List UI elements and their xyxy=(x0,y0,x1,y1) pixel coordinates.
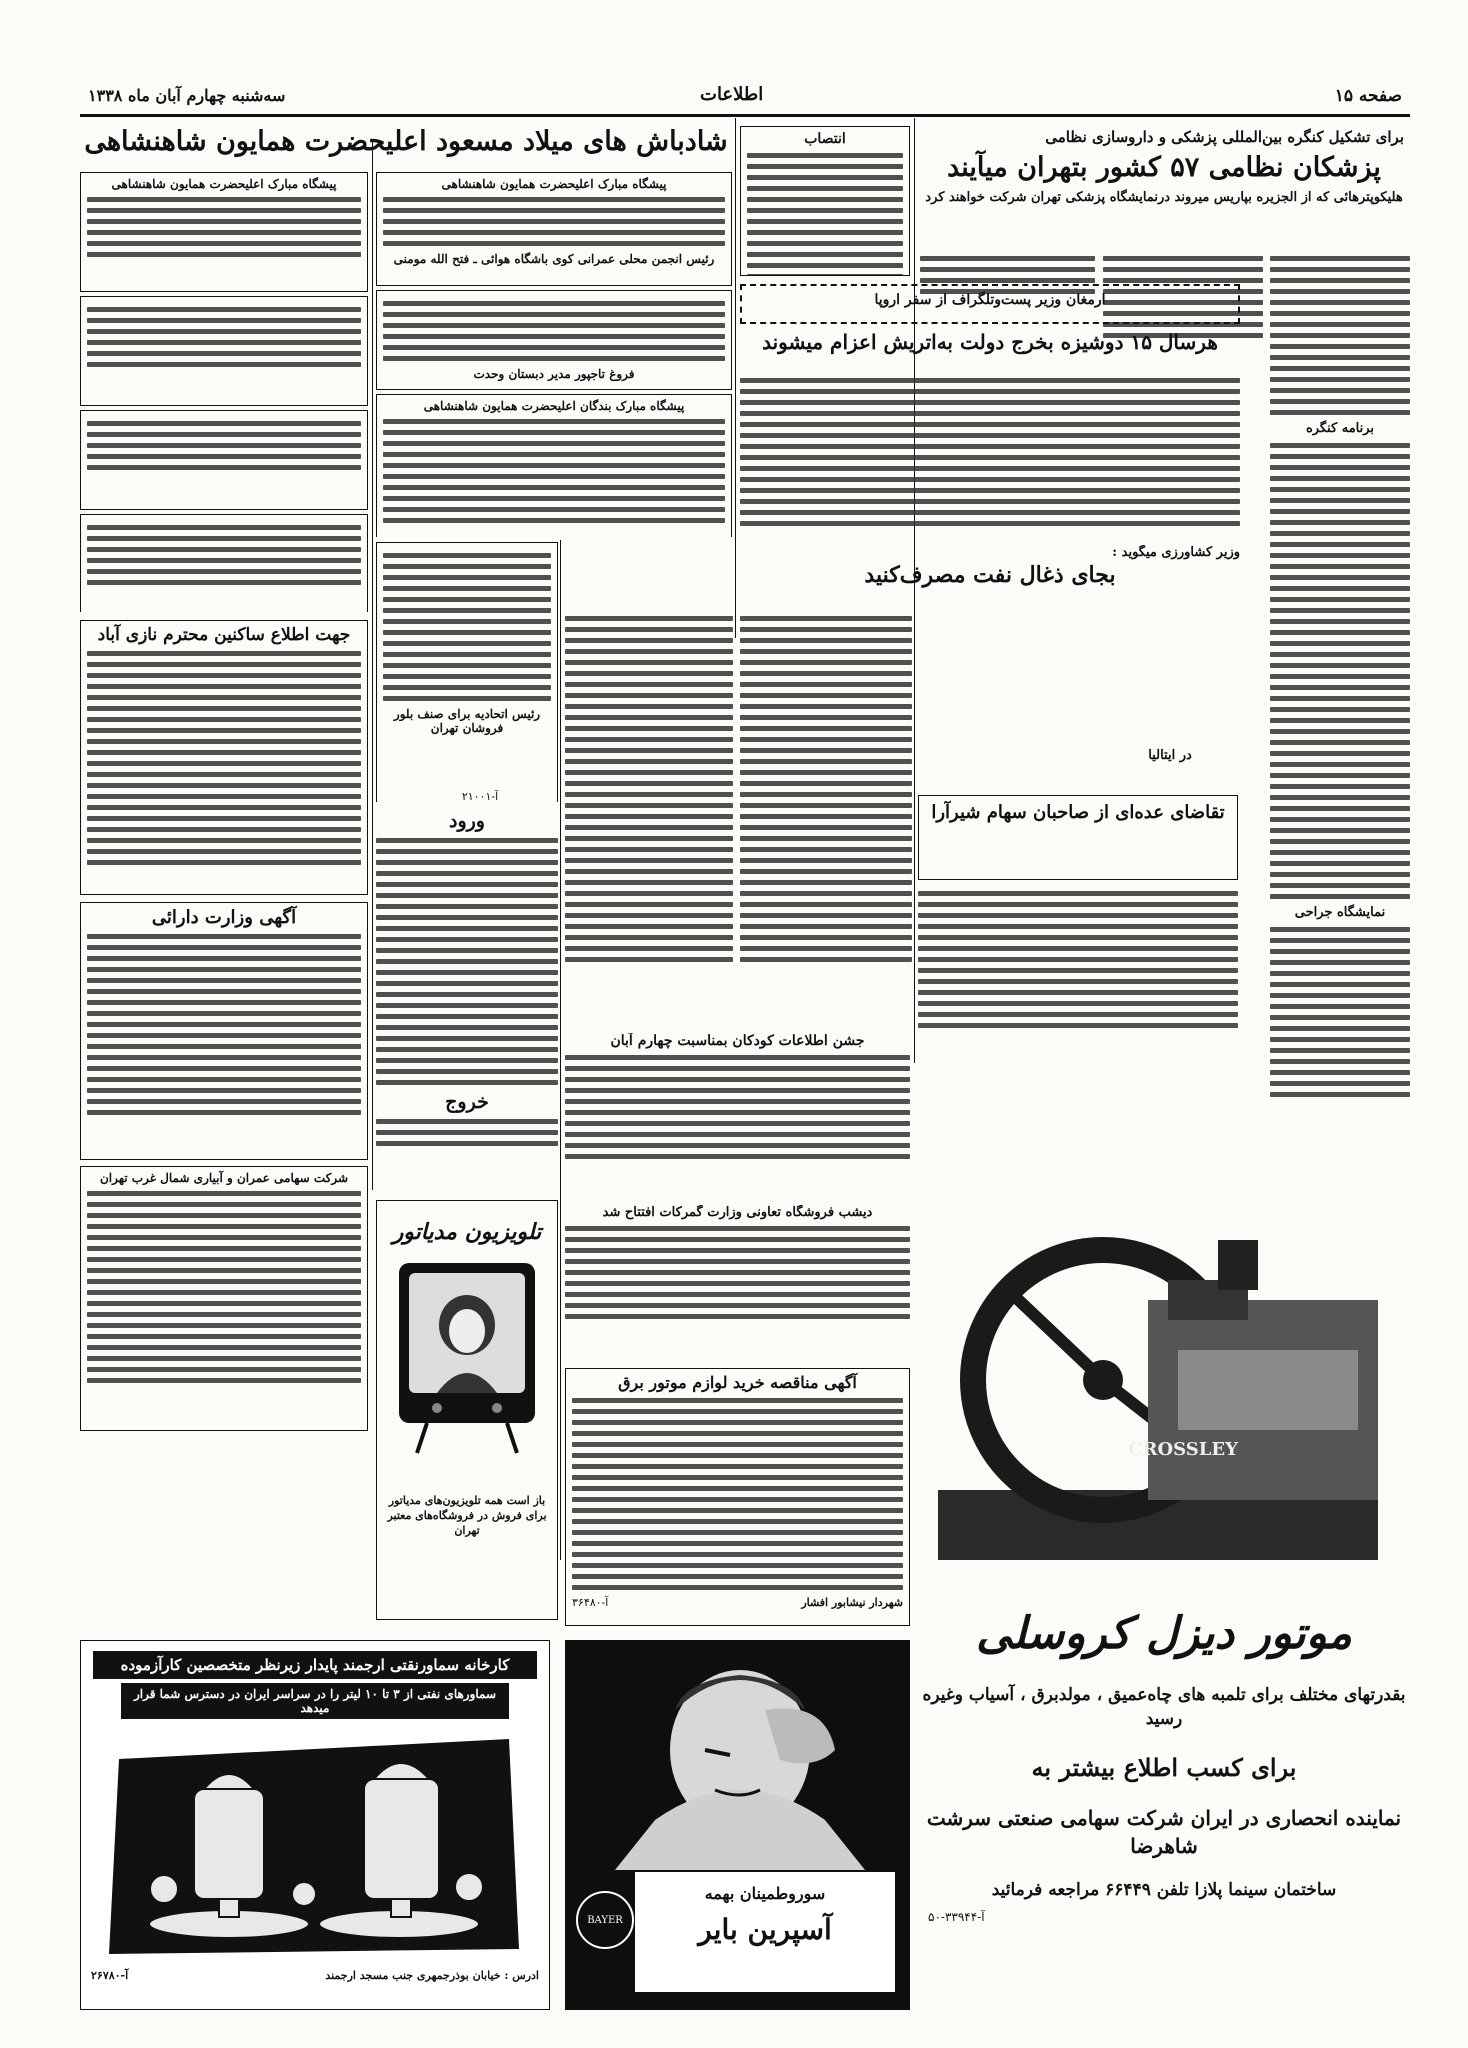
customs-title: دیشب فروشگاه تعاونی وزارت گمرکات افتتاح شد xyxy=(602,1205,873,1220)
greetings-block xyxy=(376,172,732,537)
greeting-signature: رئیس اتحادیه برای صنف بلور فروشان تهران xyxy=(393,707,541,735)
tender-signature: شهردار نیشابور افشار xyxy=(801,1596,903,1609)
departure-heading: خروج xyxy=(445,1091,489,1113)
tender-notice xyxy=(565,1368,910,1626)
greeting-title: پیشگاه مبارک اعلیحضرت همایون شاهنشاهی xyxy=(441,177,667,191)
samovar-ad xyxy=(80,1640,550,2010)
shareholders-body xyxy=(918,885,1238,1055)
appointment-box xyxy=(740,126,910,276)
austria-article-body xyxy=(740,372,1240,537)
austria-headline: هرسال ۱۵ دوشیزه بخرج دولت به‌اتریش اعزام میشوند xyxy=(762,330,1218,354)
greeting-signature: فروغ تاجپور مدیر دبستان وحدت xyxy=(473,367,635,381)
boxed-title: ارمغان وزیر پست‌وتلگراف از سفر اروپا xyxy=(874,292,1106,308)
greeting-signature: رئیس انجمن محلی عمرانی کوی باشگاه هوائی ـ فتح الله مومنی xyxy=(393,252,715,266)
festival-title: جشن اطلاعات کودکان بمناسبت چهارم آبان xyxy=(610,1033,865,1049)
notice-title: جهت اطلاع ساکنین محترم نازی آباد xyxy=(97,625,351,645)
shareholders-title: تقاضای عده‌ای از صاحبان سهام شیرآرا xyxy=(931,802,1225,823)
greeting-title: پیشگاه مبارک بندگان اعلیحضرت همایون شاهنشاهی xyxy=(423,399,685,413)
ptt-minister-box xyxy=(740,284,1240,324)
agri-headline: بجای ذغال نفت مصرف‌کنید xyxy=(864,562,1116,588)
notice-title: شرکت سهامی عمران و آبیاری شمال غرب تهران xyxy=(99,1171,349,1185)
customs-article xyxy=(565,1205,910,1365)
crossley-diesel-ad xyxy=(918,1210,1410,2020)
tv-ad-text: باز است همه تلویزیون‌های مدیاتور برای فروش در فروشگاه‌های معتبر تهران xyxy=(387,1494,547,1537)
samovar-illustration xyxy=(80,1719,549,1969)
samovar-code: آ-۲۶۷۸۰ xyxy=(91,1969,129,1982)
greeting-card xyxy=(376,394,732,537)
tv-brand: تلویزیون مدیاتور xyxy=(392,1219,542,1245)
article-subhead: هلیکوپترهائی که از الجزیره بپاریس میروند درنمایشگاه پزشکی تهران شرکت خواهند کرد xyxy=(925,190,1403,205)
newspaper-name: اطلاعات xyxy=(700,84,764,105)
shareholders-box xyxy=(918,795,1238,880)
greeting-lower xyxy=(376,542,558,802)
engine-maker-label: CROSSLEY xyxy=(1128,1439,1238,1460)
article-kicker: برای تشکیل کنگره بین‌المللی پزشکی و داروسازی نظامی xyxy=(1045,128,1404,146)
greeting-card xyxy=(80,296,368,406)
man-with-headache-illustration xyxy=(565,1640,910,1870)
bayer-cross-logo xyxy=(575,1890,635,1950)
article-headline: پزشکان نظامی ۵۷ کشور بتهران میآیند xyxy=(947,152,1381,183)
notice-title: آگهی وزارت دارائی xyxy=(151,907,297,928)
diesel-title: موتور دیزل کروسلی xyxy=(976,1608,1352,1659)
television-illustration xyxy=(377,1253,557,1493)
naziabad-notice xyxy=(80,620,368,895)
arrival-section xyxy=(376,810,558,1190)
greeting-title: پیشگاه مبارک اعلیحضرت همایون شاهنشاهی xyxy=(111,177,337,191)
diesel-line-3: نماینده انحصاری در ایران شرکت سهامی صنعتی سرشت شاهرضا xyxy=(926,1806,1402,1858)
greeting-card xyxy=(80,410,368,510)
aspirin-brand: آسپرین بایر xyxy=(698,1913,832,1946)
samovar-sub: سماورهای نفتی از ۳ تا ۱۰ لیتر را در سراسر ایران در دسترس شما قرار میدهد xyxy=(121,1683,509,1719)
samovar-footer: ادرس : خیابان بوذرجمهری جنب مسجد ارجمند xyxy=(325,1969,539,1982)
mediator-tv-ad xyxy=(376,1200,558,1620)
section-heading: نمایشگاه جراحی xyxy=(1294,905,1386,920)
medical-congress-article xyxy=(918,128,1410,253)
festival-article xyxy=(565,1033,910,1203)
company-notice xyxy=(80,1166,368,1431)
italy-heading xyxy=(1100,748,1240,770)
diesel-line-1: بقدرتهای مختلف برای تلمبه های چاه‌عمیق ، مولدبرق ، آسیاب وغیره رسید xyxy=(922,1685,1406,1729)
page-number: صفحه ۱۵ xyxy=(1334,86,1402,106)
article-body-col-a xyxy=(1270,250,1410,1180)
tender-code: آ-۳۶۴۸۰ xyxy=(572,1596,609,1609)
masthead xyxy=(80,82,1410,110)
diesel-code: آ-۳۳۹۴۴-۵۰ xyxy=(928,1910,985,1924)
arrival-heading: ورود xyxy=(449,810,485,832)
greeting-card xyxy=(376,290,732,390)
agriculture-body xyxy=(740,610,912,1030)
tender-title: آگهی مناقصه خرید لوازم موتور برق xyxy=(618,1373,857,1392)
issue-date: سه‌شنبه چهارم آبان ماه ۱۳۳۸ xyxy=(88,86,286,105)
aspirin-tagline: سوروطمینان بهمه xyxy=(704,1884,826,1903)
greeting-card xyxy=(376,542,558,802)
diesel-line-4: ساختمان سینما پلازا تلفن ۶۶۴۴۹ مراجعه فرمائید xyxy=(991,1880,1337,1900)
section-heading: برنامه کنگره xyxy=(1305,421,1375,436)
bayer-logo-text: BAYER xyxy=(587,1915,623,1926)
greeting-card xyxy=(80,514,368,612)
diesel-line-2: برای کسب اطلاع بیشتر به xyxy=(1031,1753,1297,1782)
agriculture-body-2 xyxy=(565,610,733,1030)
agri-kicker: وزیر کشاورزی میگوید : xyxy=(1112,545,1240,560)
greetings-block-right xyxy=(80,172,368,612)
agriculture-article xyxy=(740,545,1240,605)
royal-birthday-banner: شادباش های میلاد مسعود اعلیحضرت همایون شاهنشاهی xyxy=(84,126,728,157)
greeting-card xyxy=(376,172,732,286)
bayer-aspirin-ad xyxy=(565,1640,910,2010)
appointment-title: انتصاب xyxy=(804,131,846,147)
diesel-engine-illustration xyxy=(918,1210,1410,1600)
italy-label: در ایتالیا xyxy=(1148,748,1192,763)
ad-code: آ-۲۱۰۰۱ xyxy=(461,790,499,803)
greeting-card xyxy=(80,172,368,292)
finance-ministry-notice xyxy=(80,902,368,1160)
samovar-banner: کارخانه سماورنقتی ارجمند پایدار زیرنظر متخصصین کارآزموده xyxy=(93,1651,537,1679)
